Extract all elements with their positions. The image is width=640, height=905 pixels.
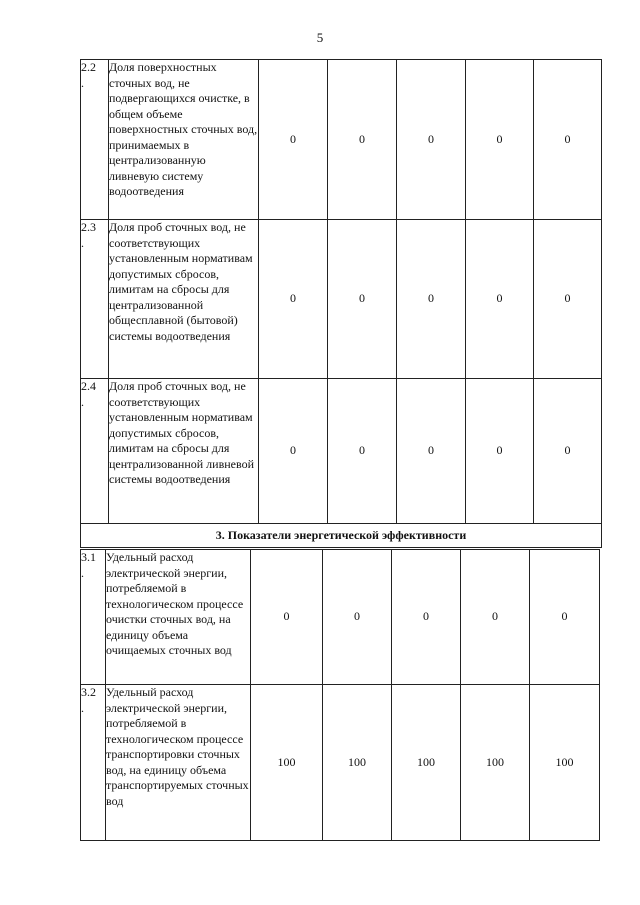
value-cell: 0 xyxy=(323,550,392,685)
value-cell: 0 xyxy=(534,60,602,220)
section-row xyxy=(81,524,602,548)
section-title: 3. Показатели энергетической эффективности xyxy=(81,524,602,548)
value-cell: 0 xyxy=(530,550,600,685)
value-cell: 100 xyxy=(392,685,461,841)
value-cell: 0 xyxy=(251,550,323,685)
table-row xyxy=(81,379,602,524)
value-cell: 100 xyxy=(461,685,530,841)
value-cell: 0 xyxy=(328,379,397,524)
value-cell: 0 xyxy=(259,379,328,524)
energy-indicators-table xyxy=(80,549,600,841)
value-cell: 0 xyxy=(461,550,530,685)
value-cell: 0 xyxy=(397,60,466,220)
value-cell: 0 xyxy=(392,550,461,685)
value-cell: 0 xyxy=(259,220,328,379)
table-row xyxy=(81,220,602,379)
row-number: 2.2 . xyxy=(81,60,109,220)
value-cell: 100 xyxy=(530,685,600,841)
value-cell: 0 xyxy=(466,220,534,379)
row-description: Удельный расход электрической энергии, потребляемой в технологическом процессе транспортировки сточных вод, на единицу объема транспортируемых сточных вод xyxy=(106,685,251,841)
value-cell: 0 xyxy=(466,379,534,524)
row-number: 2.4 . xyxy=(81,379,109,524)
value-cell: 100 xyxy=(251,685,323,841)
row-number: 3.2 . xyxy=(81,685,106,841)
table-row xyxy=(81,60,602,220)
table-row xyxy=(81,550,600,685)
row-description: Доля проб сточных вод, не соответствующих установленным нормативам допустимых сбросов, лимитам на сбросы для централизованной ливневой системы водоотведения xyxy=(109,379,259,524)
row-description: Доля проб сточных вод, не соответствующих установленным нормативам допустимых сбросов, лимитам на сбросы для централизованной общесплавной (бытовой) системы водоотведения xyxy=(109,220,259,379)
value-cell: 0 xyxy=(534,379,602,524)
table-row xyxy=(81,685,600,841)
page-number: 5 xyxy=(316,30,324,45)
value-cell: 0 xyxy=(466,60,534,220)
value-cell: 0 xyxy=(259,60,328,220)
value-cell: 0 xyxy=(397,220,466,379)
row-description: Удельный расход электрической энергии, потребляемой в технологическом процессе очистки сточных вод, на единицу объема очищаемых сточных вод xyxy=(106,550,251,685)
value-cell: 0 xyxy=(328,60,397,220)
indicators-table xyxy=(80,59,602,548)
value-cell: 100 xyxy=(323,685,392,841)
row-number: 2.3 . xyxy=(81,220,109,379)
value-cell: 0 xyxy=(397,379,466,524)
row-description: Доля поверхностных сточных вод, не подвергающихся очистке, в общем объеме поверхностных сточных вод, принимаемых в централизованную ливневую систему водоотведения xyxy=(109,60,259,220)
value-cell: 0 xyxy=(534,220,602,379)
value-cell: 0 xyxy=(328,220,397,379)
row-number: 3.1 . xyxy=(81,550,106,685)
